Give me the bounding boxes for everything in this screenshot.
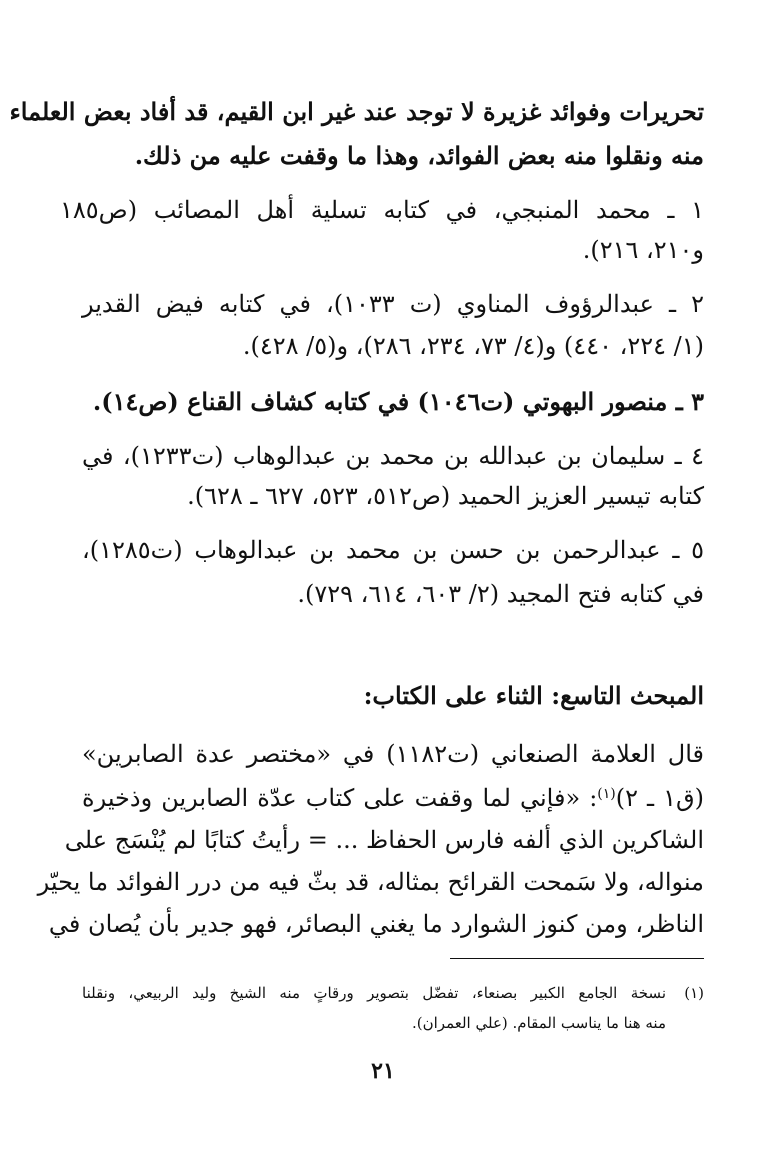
- item-5-line-2: في كتابه فتح المجيد (٢/ ٦٠٣، ٦١٤، ٧٢٩).: [297, 580, 704, 608]
- item-4-line-1: ٤ ـ سليمان بن عبدالله بن محمد بن عبدالوهاب (ت١٢٣٣)، في: [82, 442, 704, 470]
- footnote-number: (١): [684, 984, 704, 1002]
- quote-line-2: [82, 778, 704, 818]
- footnote-line-2: منه هنا ما يناسب المقام. (علي العمران).: [411, 1014, 666, 1032]
- quote-source-ref: (ق١ ـ ٢): [615, 784, 704, 812]
- quote-line-5: الناظر، ومن كنوز الشوارد ما يغني البصائر، فهو جدير بأن يُصان في: [48, 910, 704, 938]
- item-2-line-1: ٢ ـ عبدالرؤوف المناوي (ت ١٠٣٣)، في كتابه فيض القدير: [82, 290, 704, 318]
- footnote-reference: (١): [597, 786, 616, 802]
- item-4-line-2: كتابه تيسير العزيز الحميد (ص٥١٢، ٥٢٣، ٦٢٧ ـ ٦٢٨).: [187, 482, 704, 510]
- quote-line-2-text: : «فإني لما وقفت على كتاب عدّة الصابرين وذخيرة: [82, 784, 598, 812]
- quote-line-1: قال العلامة الصنعاني (ت١١٨٢) في «مختصر عدة الصابرين»: [82, 740, 704, 768]
- quote-line-3: الشاكرين الذي ألفه فارس الحفاظ ... = رأيتُ كتابًا لم يُنْسَج على: [64, 826, 704, 854]
- quote-line-4: منواله، ولا سَمحت القرائح بمثاله، قد بثّ فيه من درر الفوائد ما يحيّر: [37, 868, 704, 896]
- item-1-line-2: و٢١٠، ٢١٦).: [582, 236, 704, 264]
- section-heading: المبحث التاسع: الثناء على الكتاب:: [363, 681, 704, 710]
- footnote-line-1: [82, 978, 704, 1008]
- footnote-separator: [450, 958, 704, 959]
- page-number: ٢١: [371, 1058, 395, 1084]
- intro-line-2: منه ونقلوا منه بعض الفوائد، وهذا ما وقفت عليه من ذلك.: [134, 141, 704, 170]
- item-2-line-2: (١/ ٢٢٤، ٤٤٠) و(٤/ ٧٣، ٢٣٤، ٢٨٦)، و(٥/ ٤٢٨).: [242, 332, 704, 360]
- footnote-text-1: نسخة الجامع الكبير بصنعاء، تفضّل بتصوير ورقاتٍ منه الشيخ وليد الربيعي، ونقلنا: [82, 984, 666, 1002]
- item-5-line-1: ٥ ـ عبدالرحمن بن حسن بن محمد بن عبدالوهاب (ت١٢٨٥)،: [82, 536, 704, 564]
- item-1-line-1: ١ ـ محمد المنبجي، في كتابه تسلية أهل المصائب (ص١٨٥: [60, 196, 704, 224]
- intro-line-1: تحريرات وفوائد غزيرة لا توجد عند غير ابن القيم، قد أفاد بعض العلماء: [9, 97, 704, 126]
- item-3-line-1: ٣ ـ منصور البهوتي (ت١٠٤٦) في كتابه كشاف القناع (ص١٤).: [92, 387, 704, 416]
